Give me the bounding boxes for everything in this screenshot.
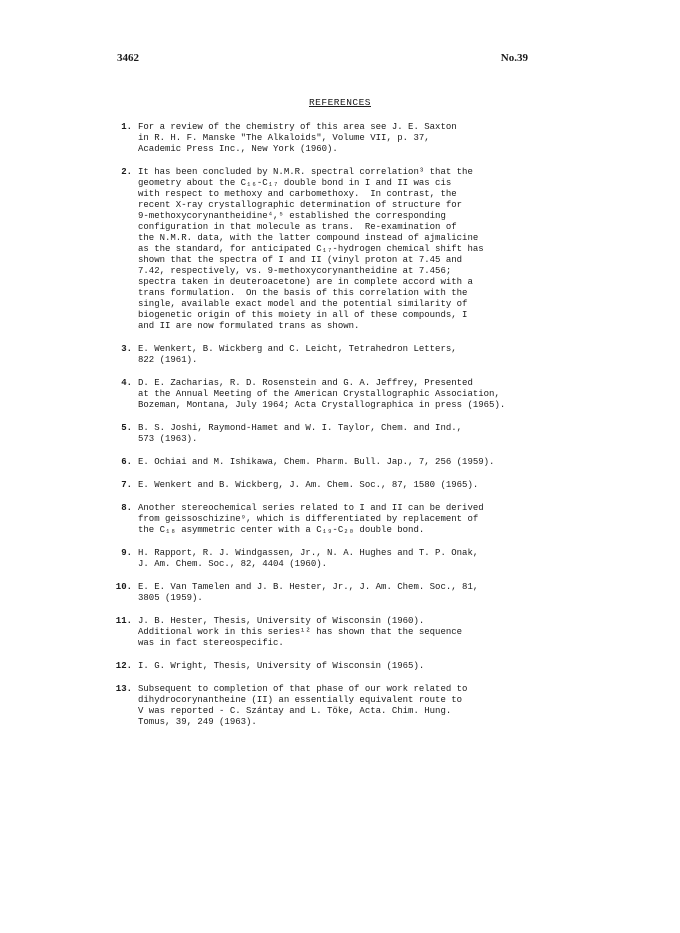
reference-text: I. G. Wright, Thesis, University of Wisconsin (1965).	[138, 661, 425, 671]
reference-number: 12.	[115, 661, 132, 671]
reference-list	[108, 122, 628, 740]
reference-text: J. B. Hester, Thesis, University of Wisconsin (1960). Additional work in this series¹² has shown that the sequence was in fact stereospecific.	[138, 616, 463, 648]
reference-item	[108, 344, 628, 366]
reference-text: E. Wenkert and B. Wickberg, J. Am. Chem. Soc., 87, 1580 (1965).	[138, 480, 479, 490]
reference-text: E. Ochiai and M. Ishikawa, Chem. Pharm. Bull. Jap., 7, 256 (1959).	[138, 457, 495, 467]
journal-number: No.39	[500, 52, 528, 64]
reference-item	[108, 423, 628, 445]
reference-item	[108, 480, 628, 491]
reference-number: 7.	[121, 480, 132, 490]
reference-number: 8.	[121, 503, 132, 513]
reference-number: 3.	[121, 344, 132, 354]
reference-item	[108, 503, 628, 536]
reference-text: E. E. Van Tamelen and J. B. Hester, Jr., J. Am. Chem. Soc., 81, 3805 (1959).	[138, 582, 479, 603]
reference-item	[108, 122, 628, 155]
reference-text: E. Wenkert, B. Wickberg and C. Leicht, Tetrahedron Letters, 822 (1961).	[138, 344, 457, 365]
reference-item	[108, 457, 628, 468]
reference-number: 1.	[121, 122, 132, 132]
reference-number: 11.	[115, 616, 132, 626]
reference-item	[108, 378, 628, 411]
reference-text: D. E. Zacharias, R. D. Rosenstein and G. A. Jeffrey, Presented at the Annual Meeting of the American Crystallographic Association, Bozeman, Montana, July 1964; Acta Crystallographica in press (1965).	[138, 378, 506, 410]
reference-item	[108, 548, 628, 570]
reference-item	[108, 661, 628, 672]
reference-number: 9.	[121, 548, 132, 558]
reference-number: 4.	[121, 378, 132, 388]
references-heading: REFERENCES	[308, 97, 371, 108]
reference-item	[108, 684, 628, 728]
reference-item	[108, 582, 628, 604]
reference-number: 2.	[121, 167, 132, 177]
reference-text: Another stereochemical series related to I and II can be derived from geissoschizine⁹, which is differentiated by replacement of the C₁₈ asymmetric center with a C₁₉-C₂₀ double bond.	[138, 503, 484, 535]
reference-number: 6.	[121, 457, 132, 467]
reference-number: 10.	[115, 582, 132, 592]
reference-text: Subsequent to completion of that phase of our work related to dihydrocorynantheine (II) an essentially equivalent route to V was reported - C. Szántay and L. Töke, Acta. Chim. Hung. Tomus, 39, 249 (1963).	[138, 684, 468, 727]
page-number: 3462	[117, 52, 139, 64]
reference-item	[108, 167, 628, 332]
reference-text: It has been concluded by N.M.R. spectral correlation³ that the geometry about the C₁₆-C₁₇ double bond in I and II was cis with respect to methoxy and carbomethoxy. In contrast, the recent X-ray crystallographic determination of structure for 9-methoxycorynantheidine⁴,⁵ established the corresponding configuration in that molecule as trans. Re-examination of the N.M.R. data, with the latter compound instead of ajmalicine as the standard, for anticipated C₁₇-hydrogen chemical shift has shown that the spectra of I and II (vinyl proton at 7.45 and 7.42, respectively, vs. 9-methoxycorynantheidine at 7.456; spectra taken in deuteroacetone) are in complete accord with a trans formulation. On the basis of this correlation with the single, available exact model and the potential similarity of biogenetic origin of this moiety in all of these compounds, I and II are now formulated trans as shown.	[138, 167, 484, 331]
reference-number: 13.	[115, 684, 132, 694]
reference-text: For a review of the chemistry of this area see J. E. Saxton in R. H. F. Manske "The Alkaloids", Volume VII, p. 37, Academic Press Inc., New York (1960).	[138, 122, 457, 154]
reference-number: 5.	[121, 423, 132, 433]
reference-text: B. S. Joshi, Raymond-Hamet and W. I. Taylor, Chem. and Ind., 573 (1963).	[138, 423, 463, 444]
reference-item	[108, 616, 628, 649]
reference-text: H. Rapport, R. J. Windgassen, Jr., N. A. Hughes and T. P. Onak, J. Am. Chem. Soc., 82, 4404 (1960).	[138, 548, 479, 569]
